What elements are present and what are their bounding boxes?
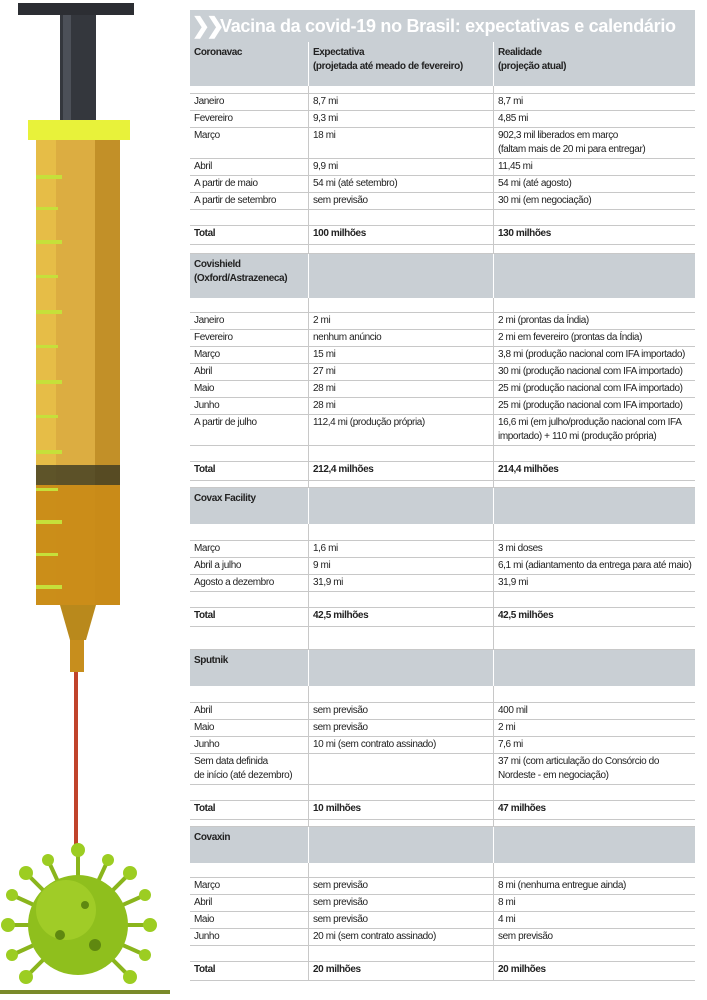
month-cell: Janeiro: [194, 96, 224, 107]
expect-cell: 54 mi (até setembro): [308, 176, 493, 192]
month-cell: Abril: [194, 161, 213, 172]
expect-cell: 15 mi: [308, 347, 493, 363]
month-cell: Abril: [194, 897, 213, 908]
total-label: Total: [194, 803, 216, 814]
month-cell: A partir de julho: [194, 417, 257, 428]
spacer: [190, 210, 695, 226]
expect-cell: 28 mi: [308, 381, 493, 397]
expect-cell: 18 mi: [308, 128, 493, 158]
month-cell: Janeiro: [194, 315, 224, 326]
total-real: 42,5 milhões: [493, 608, 695, 626]
table-row: [190, 128, 695, 159]
vaccine-name: Covax Facility: [194, 493, 256, 504]
section-header-coronavac: [190, 42, 695, 86]
total-real: 20 milhões: [493, 962, 695, 980]
table-row: [190, 912, 695, 929]
vaccine-name: Covaxin: [194, 832, 231, 843]
month-cell: Abril: [194, 705, 213, 716]
expect-cell: 2 mi: [308, 313, 493, 329]
expect-cell: 31,9 mi: [308, 575, 493, 591]
vaccine-name: Coronavac: [194, 47, 243, 58]
real-cell: 8,7 mi: [493, 94, 695, 110]
real-cell: 2 mi: [493, 720, 695, 736]
expect-cell: [308, 754, 493, 784]
expect-cell: 9 mi: [308, 558, 493, 574]
real-cell: 2 mi (prontas da Índia): [493, 313, 695, 329]
table-row: [190, 895, 695, 912]
month-line: de início (até dezembro): [194, 770, 293, 781]
real-line: importado) + 110 mi (produção própria): [498, 431, 657, 442]
real-cell: 3 mi doses: [493, 541, 695, 557]
table-row: [190, 575, 695, 592]
total-real: 47 milhões: [493, 801, 695, 819]
real-cell: 8 mi (nenhuma entregue ainda): [493, 878, 695, 894]
table-row: [190, 415, 695, 446]
expect-cell: 1,6 mi: [308, 541, 493, 557]
real-cell: 4,85 mi: [493, 111, 695, 127]
expect-cell: 9,3 mi: [308, 111, 493, 127]
spacer: [190, 524, 695, 541]
month-cell: Março: [194, 880, 220, 891]
total-label: Total: [194, 228, 216, 239]
month-cell: Junho: [194, 400, 220, 411]
table-row: [190, 754, 695, 785]
month-cell: [190, 754, 308, 784]
section-header-sputnik: [190, 650, 695, 686]
expect-cell: 9,9 mi: [308, 159, 493, 175]
total-expect: 42,5 milhões: [308, 608, 493, 626]
spacer: [190, 820, 695, 827]
month-cell: Junho: [194, 931, 220, 942]
spacer: [190, 785, 695, 801]
table-row: [190, 737, 695, 754]
real-cell: 25 mi (produção nacional com IFA importado): [493, 381, 695, 397]
real-cell: 30 mi (produção nacional com IFA importado): [493, 364, 695, 380]
real-cell: 6,1 mi (adiantamento da entrega para até maio): [493, 558, 695, 574]
table-row: [190, 703, 695, 720]
real-cell: 2 mi em fevereiro (prontas da Índia): [493, 330, 695, 346]
table-row: [190, 929, 695, 946]
spacer: [190, 446, 695, 462]
page-title: Vacina da covid-19 no Brasil: expectativas e calendário: [220, 15, 676, 36]
expect-cell: nenhum anúncio: [308, 330, 493, 346]
table-row: [190, 111, 695, 128]
section-header-covishield: [190, 254, 695, 298]
real-line: 16,6 mi (em julho/produção nacional com IFA: [498, 417, 682, 428]
stopper: [36, 465, 120, 485]
real-cell: 400 mil: [493, 703, 695, 719]
expect-cell: 8,7 mi: [308, 94, 493, 110]
month-cell: Março: [194, 130, 220, 141]
spacer: [190, 298, 695, 313]
table-row: [190, 94, 695, 111]
month-cell: Fevereiro: [194, 113, 233, 124]
spacer: [190, 863, 695, 878]
month-cell: Abril a julho: [194, 560, 242, 571]
table-row: [190, 381, 695, 398]
month-cell: Fevereiro: [194, 332, 233, 343]
double-chevron-icon: ❯❯: [191, 13, 221, 38]
syringe-illustration: [0, 0, 190, 1000]
real-cell: 25 mi (produção nacional com IFA importado): [493, 398, 695, 414]
vaccine-name-line: (Oxford/Astrazeneca): [194, 273, 288, 284]
spacer: [190, 686, 695, 703]
real-cell: 8 mi: [493, 895, 695, 911]
expect-cell: 27 mi: [308, 364, 493, 380]
table-row: [190, 720, 695, 737]
section-header-covaxin: [190, 827, 695, 863]
real-cell: 4 mi: [493, 912, 695, 928]
needle: [74, 672, 78, 852]
real-cell: sem previsão: [493, 929, 695, 945]
real-cell: 31,9 mi: [493, 575, 695, 591]
expect-cell: 10 mi (sem contrato assinado): [308, 737, 493, 753]
total-expect: 100 milhões: [308, 226, 493, 244]
column-header-realidade: [493, 42, 695, 86]
expect-cell: 28 mi: [308, 398, 493, 414]
real-line: 37 mi (com articulação do Consórcio do: [498, 756, 659, 767]
expect-cell: 112,4 mi (produção própria): [308, 415, 493, 445]
header-sublabel: (projeção atual): [498, 61, 567, 72]
syringe-tip: [60, 605, 96, 640]
month-cell: Maio: [194, 383, 215, 394]
table-row: [190, 541, 695, 558]
spacer: [190, 627, 695, 650]
month-cell: Maio: [194, 722, 215, 733]
month-cell: A partir de setembro: [194, 195, 277, 206]
header-label: Expectativa: [313, 47, 365, 58]
total-real: 130 milhões: [493, 226, 695, 244]
real-cell: 54 mi (até agosto): [493, 176, 695, 192]
table-row: [190, 193, 695, 210]
real-cell: 11,45 mi: [493, 159, 695, 175]
header-label: Realidade: [498, 47, 542, 58]
month-cell: Março: [194, 349, 220, 360]
expect-cell: sem previsão: [308, 703, 493, 719]
expect-cell: 20 mi (sem contrato assinado): [308, 929, 493, 945]
spacer: [190, 946, 695, 962]
spacer: [190, 592, 695, 608]
column-header-expectativa: [308, 42, 493, 86]
total-row: [190, 226, 695, 245]
table-row: [190, 159, 695, 176]
virus-icon: [1, 843, 157, 984]
section-header-covax: [190, 488, 695, 524]
table-row: [190, 176, 695, 193]
total-row: [190, 608, 695, 627]
table-row: [190, 398, 695, 415]
month-cell: Junho: [194, 739, 220, 750]
title-bar: [190, 10, 695, 42]
syringe-flange: [28, 120, 130, 140]
month-cell: Agosto a dezembro: [194, 577, 274, 588]
expect-cell: sem previsão: [308, 193, 493, 209]
total-expect: 10 milhões: [308, 801, 493, 819]
real-cell: [493, 415, 695, 445]
month-cell: Março: [194, 543, 220, 554]
vaccine-schedule-table: [190, 10, 695, 981]
table-row: [190, 330, 695, 347]
spacer: [190, 245, 695, 254]
month-cell: Maio: [194, 914, 215, 925]
expect-cell: sem previsão: [308, 912, 493, 928]
vaccine-name: Sputnik: [194, 655, 228, 666]
spacer: [190, 481, 695, 488]
vaccine-name: [190, 254, 308, 298]
real-cell: [493, 128, 695, 158]
total-row: [190, 462, 695, 481]
month-cell: A partir de maio: [194, 178, 258, 189]
plunger-cap: [18, 3, 134, 15]
vaccine-name-line: Covishield: [194, 259, 241, 270]
real-line: (faltam mais de 20 mi para entregar): [498, 144, 646, 155]
real-cell: 30 mi (em negociação): [493, 193, 695, 209]
total-label: Total: [194, 464, 216, 475]
real-line: 902,3 mil liberados em março: [498, 130, 618, 141]
table-row: [190, 347, 695, 364]
expect-cell: sem previsão: [308, 720, 493, 736]
total-row: [190, 801, 695, 820]
table-row: [190, 878, 695, 895]
real-cell: 7,6 mi: [493, 737, 695, 753]
expect-cell: sem previsão: [308, 878, 493, 894]
month-line: Sem data definida: [194, 756, 268, 767]
table-row: [190, 364, 695, 381]
total-real: 214,4 milhões: [493, 462, 695, 480]
total-row: [190, 962, 695, 981]
total-expect: 212,4 milhões: [308, 462, 493, 480]
total-label: Total: [194, 964, 216, 975]
table-row: [190, 558, 695, 575]
real-line: Nordeste - em negociação): [498, 770, 609, 781]
header-sublabel: (projetada até meado de fevereiro): [313, 61, 463, 72]
expect-cell: sem previsão: [308, 895, 493, 911]
spacer: [190, 86, 695, 94]
real-cell: [493, 754, 695, 784]
table-row: [190, 313, 695, 330]
real-cell: 3,8 mi (produção nacional com IFA importado): [493, 347, 695, 363]
total-expect: 20 milhões: [308, 962, 493, 980]
total-label: Total: [194, 610, 216, 621]
month-cell: Abril: [194, 366, 213, 377]
